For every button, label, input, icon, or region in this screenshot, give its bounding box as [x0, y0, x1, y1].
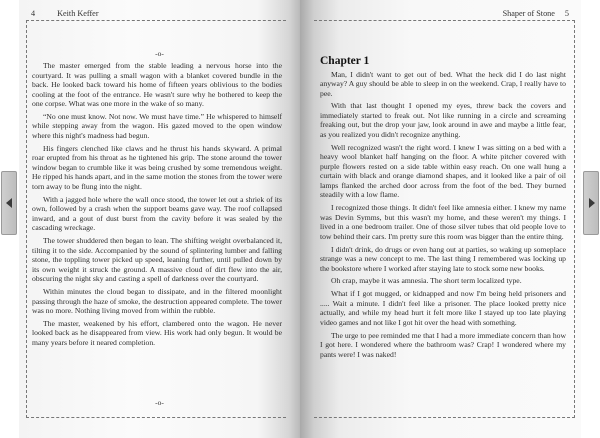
book-spread [19, 0, 581, 438]
right-paragraph: With that last thought I opened my eyes, threw back the covers and immediately started to freak out. Not like running in a circle and screaming freaking out, but the drop your jaw, look around in awe and maybe a little fear, as you realized you didn't recognize anything. [320, 101, 566, 140]
previous-page-button[interactable] [1, 171, 17, 235]
right-page-number: 5 [564, 9, 569, 18]
right-paragraph: I didn't drink, do drugs or even hang out at parties, so waking up someplace strange was a new concept to me. The last thing I remembered was locking up the bookstore where I worked after staying late to stock some new books. [320, 244, 566, 273]
right-paragraph: What if I got mugged, or kidnapped and now I'm being held prisoners and ..... Wait a minute. I didn't feel like a prisoner. The place looked pretty nice actually, and while my head hurt it felt more like I stayed up too late playing video games and not like I got hit over the head with something. [320, 289, 566, 327]
left-paragraph: Within minutes the cloud began to dissipate, and in the filtered moonlight passing through the haze of smoke, the destruction appeared complete. The tower was no more. Nothing living moved from within the rubble. [32, 286, 282, 316]
left-running-header: Keith Keffer [57, 9, 99, 18]
left-paragraph: His fingers clenched like claws and he thrust his hands skyward. A primal roar erupted from his throat as he tightened his grip. The stone around the tower window began to crumble like it was being crushed by some tremendous weight. He ripped his hands apart, and in the same motion the stones from the tower were torn away to be flung into the night. [32, 143, 282, 191]
right-page-text [320, 57, 566, 362]
right-paragraph: Well recognized wasn't the right word. I knew I was sitting on a bed with a heavy wool blanket half hanging on the floor. A white pitcher covered with purple flowers rested on a side table within easy reach. On one wall hung a curtain with black and orange diamond shapes, and it looked like a pair of oil lamps flanked the arched door across from the foot of the bed. They burned steadily with a low flame. [320, 142, 566, 200]
right-paragraph: The urge to pee reminded me that I had a more immediate concern than how I got here. I wondered where the bathroom was? Crap! I wondered where my pants were! I was naked! [320, 330, 566, 359]
left-page-text [32, 61, 282, 351]
left-paragraph: The master, weakened by his effort, clambered onto the wagon. He never looked back as he disappeared from view. His work had only begun. It would be many years before it neared completion. [32, 318, 282, 347]
right-running-header: Shaper of Stone [502, 9, 555, 18]
next-page-button[interactable] [583, 171, 599, 235]
left-bottom-ornament: -o- [155, 398, 164, 407]
left-page-header [31, 9, 284, 18]
left-paragraph: “No one must know. Not now. We must have time.” He whispered to himself while stepping away from the wagon. His gazed moved to the open window where this night's madness had begun. [32, 111, 282, 141]
right-paragraph: Oh crap, maybe it was amnesia. The short term localized type. [331, 276, 522, 286]
chevron-left-icon [6, 198, 13, 208]
right-paragraph: I recognized those things. It didn't feel like amnesia either. I knew my name was Devin Symms, but this wasn't my home, and these weren't my things. I lived in a one bedroom trailer. One of those silver tubes that old people love to tow behind their cars. I'm pretty sure this room was bigger than the entire thing. [320, 203, 566, 241]
left-paragraph: The master emerged from the stable leading a nervous horse into the courtyard. It was pulling a small wagon with a blanket covered bundle in the back. He looked back toward his home of fifteen years oblivious to the bodies cooling at the foot of the entrance. He wasn't sure why he bothered to keep the one corpse. What was one more in the wake of so many. [32, 61, 282, 109]
chevron-right-icon [588, 198, 595, 208]
chapter-title: Chapter 1 [320, 55, 370, 67]
right-page-header [318, 9, 569, 18]
right-page[interactable] [300, 0, 581, 438]
left-top-ornament: -o- [155, 49, 164, 58]
left-paragraph: With a jagged hole where the wall once stood, the tower let out a shriek of its own, followed by a crash when the support beams gave way. The roof collapsed inward, and a gout of dust burst from the cavity before it was sealed by the cascading wreckage. [32, 194, 282, 233]
left-paragraph: The tower shuddered then began to lean. The shifting weight overbalanced it, tilting it to the side. Accompanied by the sound of splintering lumber and falling stone, the toppling tower picked up speed, leaning further, until pulled down by its own weight it struck the ground. A massive cloud of dirt flew into the air, obscuring the night sky and casting a spell of darkness over the courtyard. [32, 236, 282, 284]
right-paragraph: Man, I didn't want to get out of bed. What the heck did I do last night anyway? A guy should be able to sleep in on the weekend. Crap, I really have to pee. [320, 69, 566, 98]
left-page[interactable] [19, 0, 300, 438]
left-page-number: 4 [31, 9, 36, 18]
